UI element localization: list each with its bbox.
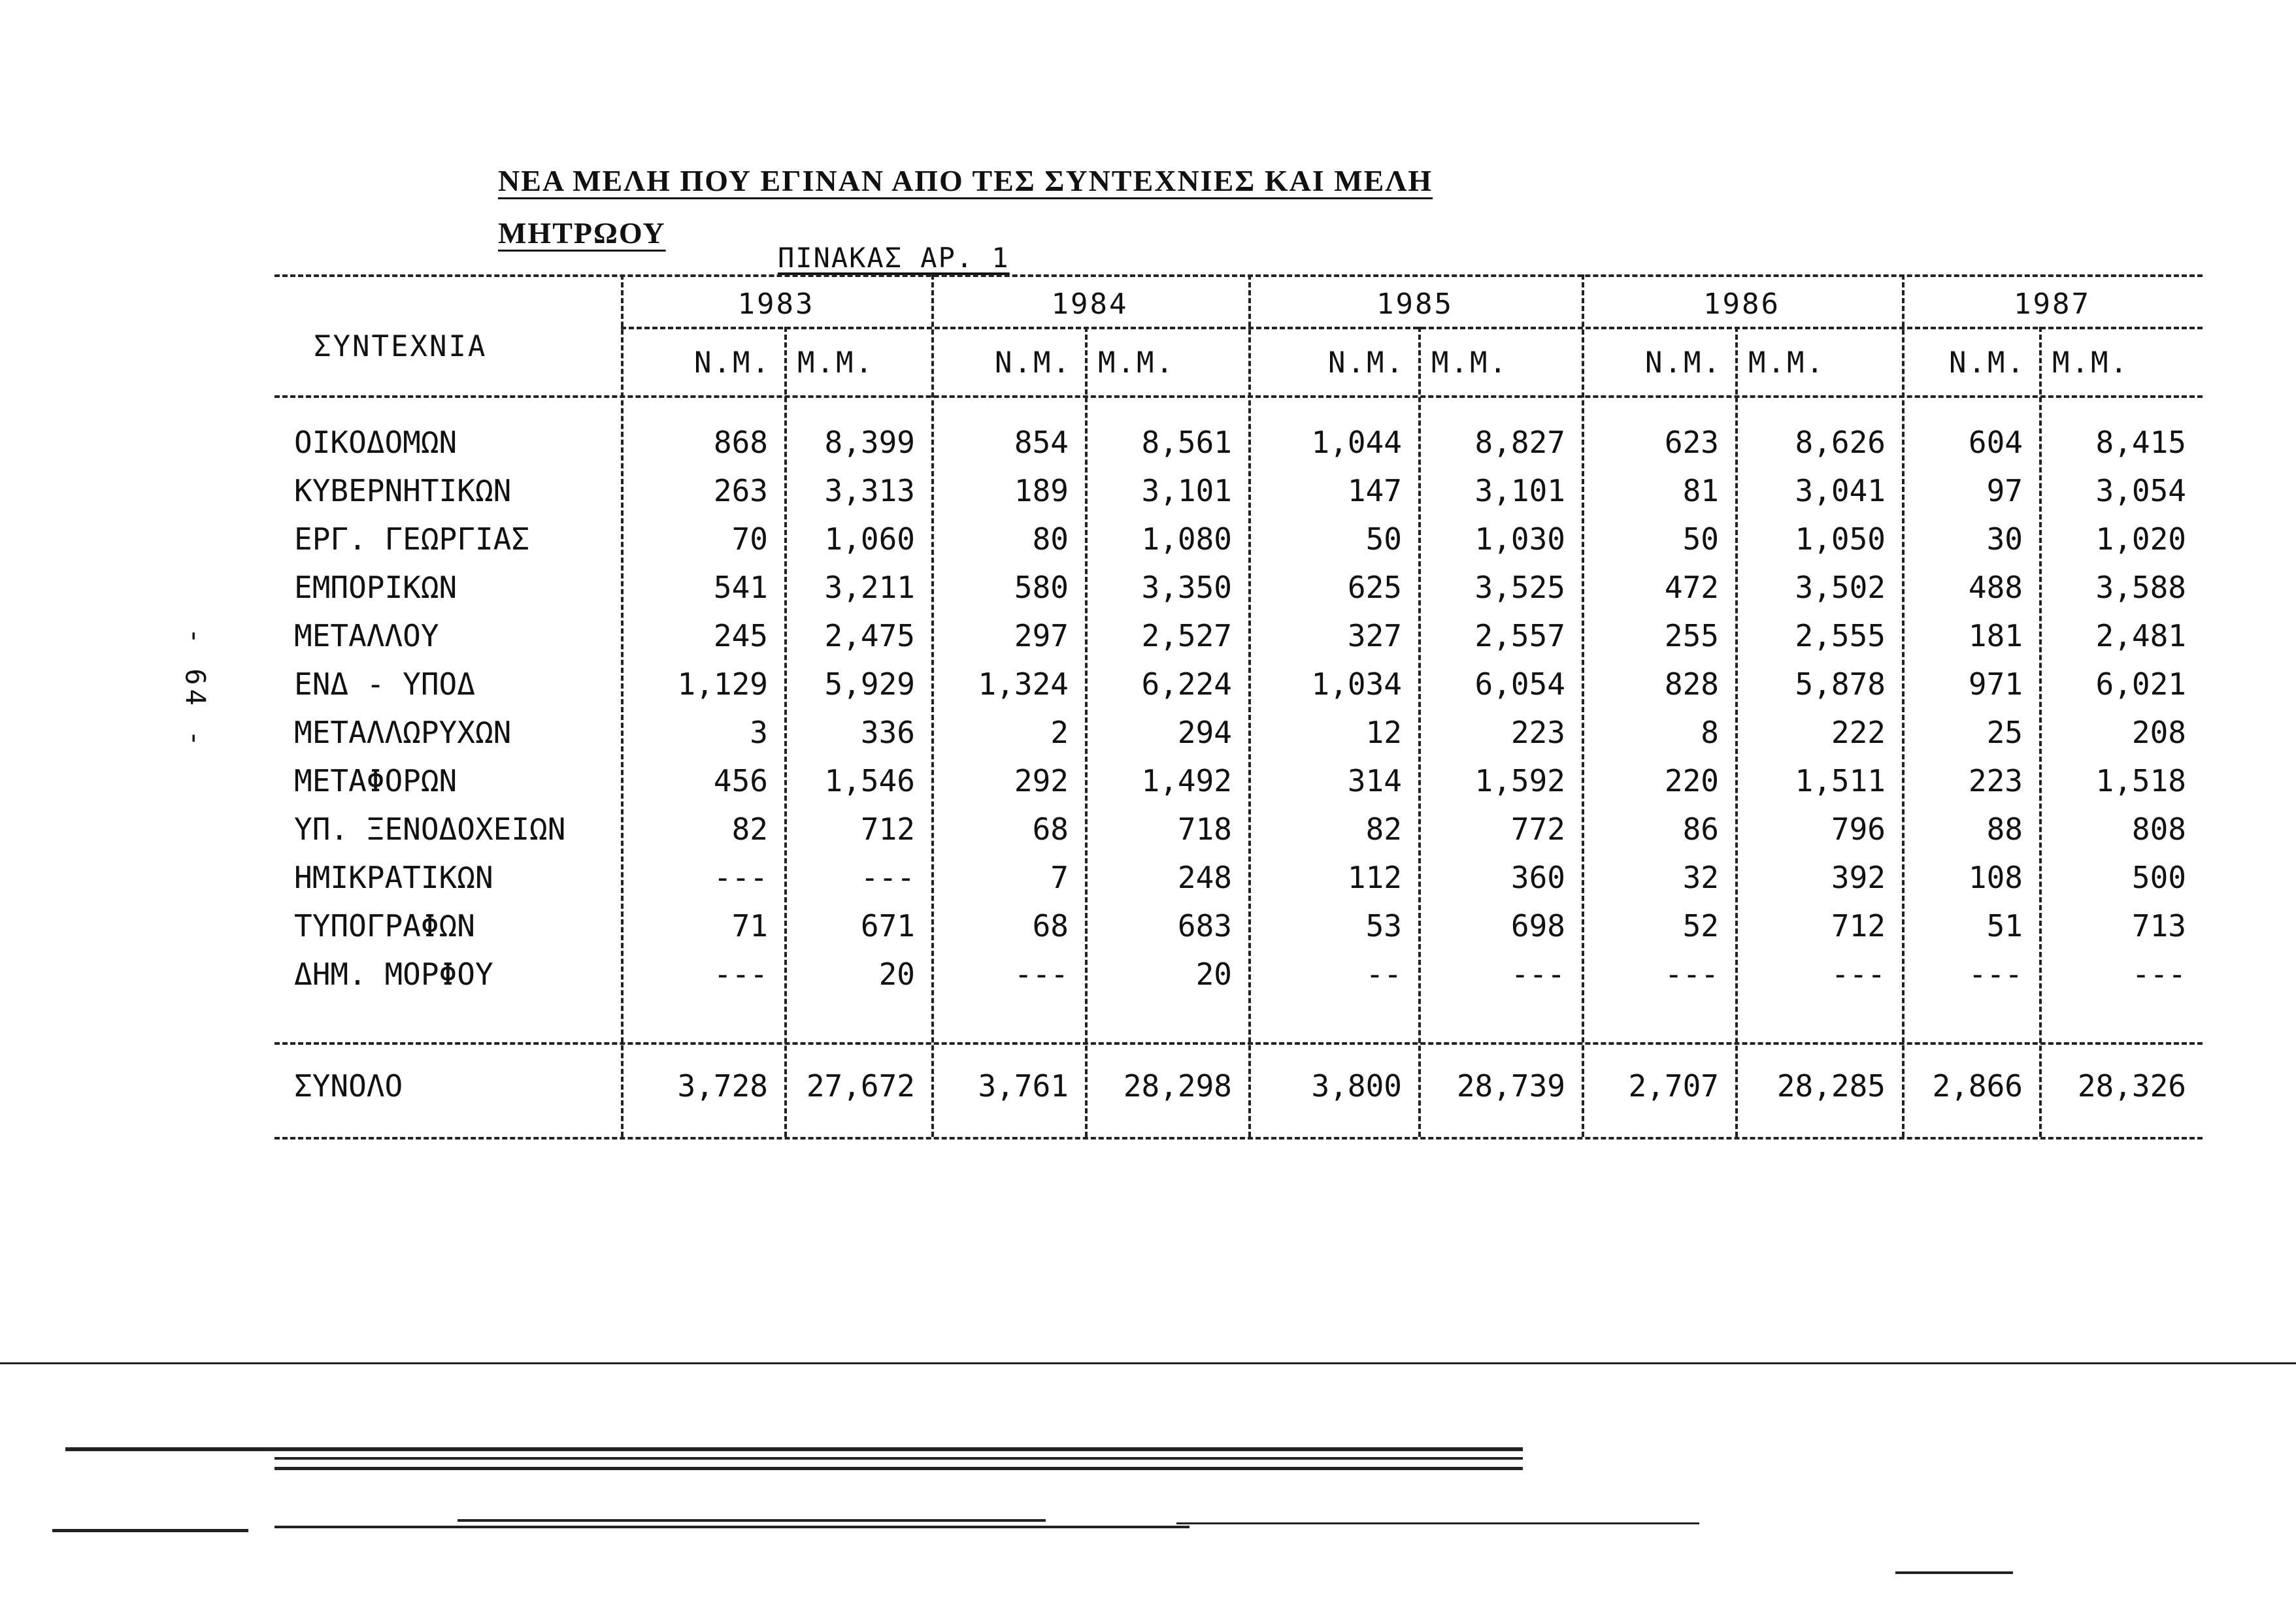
table-cell: 6,054 xyxy=(1474,666,1565,702)
table-cell: 3,101 xyxy=(1141,473,1232,508)
table-cell: --- xyxy=(713,957,768,992)
table-cell: 1,034 xyxy=(1311,666,1402,702)
total-cell: 2,866 xyxy=(1932,1068,2023,1104)
table-cell: 255 xyxy=(1664,618,1719,653)
total-cell: 28,285 xyxy=(1776,1068,1886,1104)
subheader-mm: Μ.Μ. xyxy=(1431,346,1508,380)
table-cell: 245 xyxy=(713,618,768,653)
table-cell: 3,313 xyxy=(824,473,915,508)
table-cell: 6,224 xyxy=(1141,666,1232,702)
table-cell: 2 xyxy=(1050,715,1069,750)
table-cell: --- xyxy=(1014,957,1069,992)
table-cell: 3,211 xyxy=(824,570,915,605)
table-cell: 796 xyxy=(1831,812,1886,847)
table-cell: --- xyxy=(1968,957,2023,992)
table-cell: 3,350 xyxy=(1141,570,1232,605)
table-cell: 828 xyxy=(1664,666,1719,702)
table-cell: 868 xyxy=(713,425,768,460)
table-caption: ΠΙΝΑΚΑΣ ΑΡ. 1 xyxy=(778,242,1010,274)
table-cell: 1,060 xyxy=(824,521,915,557)
table-cell: 1,030 xyxy=(1474,521,1565,557)
row-label: ΜΕΤΑΛΛΩΡΥΧΩΝ xyxy=(294,715,512,750)
subheader-mm: Μ.Μ. xyxy=(1748,346,1825,380)
table-cell: 1,492 xyxy=(1141,763,1232,798)
subheader-mm: Μ.Μ. xyxy=(2052,346,2129,380)
table-cell: -- xyxy=(1365,957,1402,992)
year-divider-line xyxy=(621,274,624,1137)
table-cell: 3,054 xyxy=(2095,473,2186,508)
year-divider-line xyxy=(1248,274,1251,1137)
table-cell: 971 xyxy=(1968,666,2023,702)
table-cell: 8,415 xyxy=(2095,425,2186,460)
table-cell: 297 xyxy=(1014,618,1069,653)
page-number: - 64 - xyxy=(179,627,212,751)
table-cell: 181 xyxy=(1968,618,2023,653)
row-label: ΥΠ. ΞΕΝΟΔΟΧΕΙΩΝ xyxy=(294,812,566,847)
table-cell: 70 xyxy=(731,521,768,557)
table-cell: 25 xyxy=(1986,715,2023,750)
table-cell: 82 xyxy=(1365,812,1402,847)
total-cell: 3,800 xyxy=(1311,1068,1402,1104)
data-table xyxy=(275,274,2203,1137)
table-cell: 8,561 xyxy=(1141,425,1232,460)
table-cell: 68 xyxy=(1032,812,1069,847)
year-header: 1984 xyxy=(1051,287,1129,321)
subheader-nm: Ν.Μ. xyxy=(694,346,771,380)
subheader-nm: Ν.Μ. xyxy=(1949,346,2026,380)
table-cell: 500 xyxy=(2131,860,2186,895)
table-cell: 248 xyxy=(1177,860,1232,895)
total-cell: 3,728 xyxy=(677,1068,768,1104)
table-cell: 6,021 xyxy=(2095,666,2186,702)
table-top-rule xyxy=(275,274,2203,277)
table-cell: 712 xyxy=(860,812,915,847)
table-cell: 2,555 xyxy=(1795,618,1886,653)
table-cell: 189 xyxy=(1014,473,1069,508)
table-cell: 472 xyxy=(1664,570,1719,605)
document-title-continued: ΜΗΤΡΩΟΥ xyxy=(498,216,666,250)
table-cell: 88 xyxy=(1986,812,2023,847)
table-cell: 360 xyxy=(1510,860,1565,895)
table-cell: 604 xyxy=(1968,425,2023,460)
table-cell: 12 xyxy=(1365,715,1402,750)
year-header: 1987 xyxy=(2014,287,2091,321)
table-cell: 488 xyxy=(1968,570,2023,605)
table-cell: 683 xyxy=(1177,908,1232,943)
table-cell: 53 xyxy=(1365,908,1402,943)
table-cell: 86 xyxy=(1682,812,1719,847)
table-cell: 3,101 xyxy=(1474,473,1565,508)
table-cell: 5,929 xyxy=(824,666,915,702)
row-label: ΜΕΤΑΦΟΡΩΝ xyxy=(294,763,458,798)
total-cell: 28,739 xyxy=(1456,1068,1565,1104)
table-cell: 3,525 xyxy=(1474,570,1565,605)
table-cell: 80 xyxy=(1032,521,1069,557)
table-cell: 1,592 xyxy=(1474,763,1565,798)
table-cell: 1,546 xyxy=(824,763,915,798)
column-header-syntexnia: ΣΥΝΤΕΧΝΙΑ xyxy=(314,330,488,363)
table-cell: 97 xyxy=(1986,473,2023,508)
table-cell: 3,041 xyxy=(1795,473,1886,508)
scan-artifact-stripes xyxy=(0,1362,2296,1608)
table-cell: 713 xyxy=(2131,908,2186,943)
table-cell: --- xyxy=(1664,957,1719,992)
table-cell: --- xyxy=(713,860,768,895)
table-cell: 3,588 xyxy=(2095,570,2186,605)
table-cell: 625 xyxy=(1347,570,1402,605)
row-label: ΚΥΒΕΡΝΗΤΙΚΩΝ xyxy=(294,473,512,508)
subheader-nm: Ν.Μ. xyxy=(995,346,1072,380)
document-title: ΝΕΑ ΜΕΛΗ ΠΟΥ ΕΓΙΝΑΝ ΑΠΟ ΤΕΣ ΣΥΝΤΕΧΝΙΕΣ ΚΑΙ ΜΕΛΗ xyxy=(498,164,1433,197)
row-label: ΗΜΙΚΡΑΤΙΚΩΝ xyxy=(294,860,493,895)
header-bottom-rule xyxy=(275,395,2203,398)
year-divider-line xyxy=(1902,274,1905,1137)
table-cell: 263 xyxy=(713,473,768,508)
table-cell: 456 xyxy=(713,763,768,798)
table-cell: 51 xyxy=(1986,908,2023,943)
table-cell: 1,050 xyxy=(1795,521,1886,557)
table-cell: 1,044 xyxy=(1311,425,1402,460)
table-cell: 3,502 xyxy=(1795,570,1886,605)
subheader-nm: Ν.Μ. xyxy=(1645,346,1722,380)
table-cell: 50 xyxy=(1365,521,1402,557)
table-cell: 8,626 xyxy=(1795,425,1886,460)
table-bottom-rule xyxy=(275,1137,2203,1140)
table-cell: 81 xyxy=(1682,473,1719,508)
table-cell: --- xyxy=(1831,957,1886,992)
row-label: ΕΡΓ. ΓΕΩΡΓΙΑΣ xyxy=(294,521,530,557)
table-cell: 2,475 xyxy=(824,618,915,653)
year-header-rule xyxy=(621,327,2203,329)
table-cell: 8,399 xyxy=(824,425,915,460)
table-cell: 623 xyxy=(1664,425,1719,460)
row-label: ΕΝΔ - ΥΠΟΔ xyxy=(294,666,475,702)
year-divider-line xyxy=(931,274,934,1137)
year-header: 1983 xyxy=(737,287,815,321)
subheader-mm: Μ.Μ. xyxy=(1098,346,1175,380)
table-cell: 223 xyxy=(1510,715,1565,750)
table-cell: 220 xyxy=(1664,763,1719,798)
row-label: ΕΜΠΟΡΙΚΩΝ xyxy=(294,570,458,605)
table-cell: 580 xyxy=(1014,570,1069,605)
table-cell: 772 xyxy=(1510,812,1565,847)
total-label: ΣΥΝΟΛΟ xyxy=(294,1068,403,1104)
table-cell: 1,324 xyxy=(978,666,1069,702)
table-cell: 223 xyxy=(1968,763,2023,798)
table-cell: --- xyxy=(1510,957,1565,992)
table-cell: 314 xyxy=(1347,763,1402,798)
table-cell: 3 xyxy=(750,715,768,750)
total-cell: 2,707 xyxy=(1628,1068,1719,1104)
row-label: ΔΗΜ. ΜΟΡΦΟΥ xyxy=(294,957,493,992)
table-cell: 147 xyxy=(1347,473,1402,508)
table-cell: 7 xyxy=(1050,860,1069,895)
table-cell: 698 xyxy=(1510,908,1565,943)
table-cell: 2,557 xyxy=(1474,618,1565,653)
table-cell: 208 xyxy=(2131,715,2186,750)
table-cell: 2,527 xyxy=(1141,618,1232,653)
table-cell: 392 xyxy=(1831,860,1886,895)
year-header: 1986 xyxy=(1703,287,1780,321)
table-cell: 52 xyxy=(1682,908,1719,943)
table-cell: 112 xyxy=(1347,860,1402,895)
table-cell: 68 xyxy=(1032,908,1069,943)
total-cell: 3,761 xyxy=(978,1068,1069,1104)
subheader-mm: Μ.Μ. xyxy=(797,346,874,380)
row-label: ΤΥΠΟΓΡΑΦΩΝ xyxy=(294,908,475,943)
table-cell: 82 xyxy=(731,812,768,847)
table-cell: 30 xyxy=(1986,521,2023,557)
year-divider-line xyxy=(1582,274,1584,1137)
table-cell: 8 xyxy=(1701,715,1719,750)
total-top-rule xyxy=(275,1042,2203,1045)
table-cell: --- xyxy=(2131,957,2186,992)
table-cell: --- xyxy=(860,860,915,895)
table-cell: 336 xyxy=(860,715,915,750)
table-cell: 718 xyxy=(1177,812,1232,847)
total-cell: 27,672 xyxy=(806,1068,915,1104)
table-cell: 222 xyxy=(1831,715,1886,750)
table-cell: 20 xyxy=(1195,957,1232,992)
table-cell: 8,827 xyxy=(1474,425,1565,460)
subheader-nm: Ν.Μ. xyxy=(1328,346,1405,380)
table-cell: 20 xyxy=(878,957,915,992)
total-cell: 28,326 xyxy=(2077,1068,2186,1104)
year-header: 1985 xyxy=(1376,287,1454,321)
table-cell: 2,481 xyxy=(2095,618,2186,653)
table-cell: 108 xyxy=(1968,860,2023,895)
total-cell: 28,298 xyxy=(1123,1068,1232,1104)
table-cell: 5,878 xyxy=(1795,666,1886,702)
table-cell: 671 xyxy=(860,908,915,943)
table-cell: 1,129 xyxy=(677,666,768,702)
table-cell: 1,080 xyxy=(1141,521,1232,557)
table-cell: 1,511 xyxy=(1795,763,1886,798)
table-cell: 327 xyxy=(1347,618,1402,653)
table-cell: 808 xyxy=(2131,812,2186,847)
table-cell: 32 xyxy=(1682,860,1719,895)
row-label: ΜΕΤΑΛΛΟΥ xyxy=(294,618,439,653)
table-cell: 854 xyxy=(1014,425,1069,460)
table-cell: 50 xyxy=(1682,521,1719,557)
table-cell: 712 xyxy=(1831,908,1886,943)
table-cell: 1,518 xyxy=(2095,763,2186,798)
table-cell: 541 xyxy=(713,570,768,605)
table-cell: 1,020 xyxy=(2095,521,2186,557)
table-cell: 71 xyxy=(731,908,768,943)
row-label: ΟΙΚΟΔΟΜΩΝ xyxy=(294,425,458,460)
table-cell: 292 xyxy=(1014,763,1069,798)
table-cell: 294 xyxy=(1177,715,1232,750)
